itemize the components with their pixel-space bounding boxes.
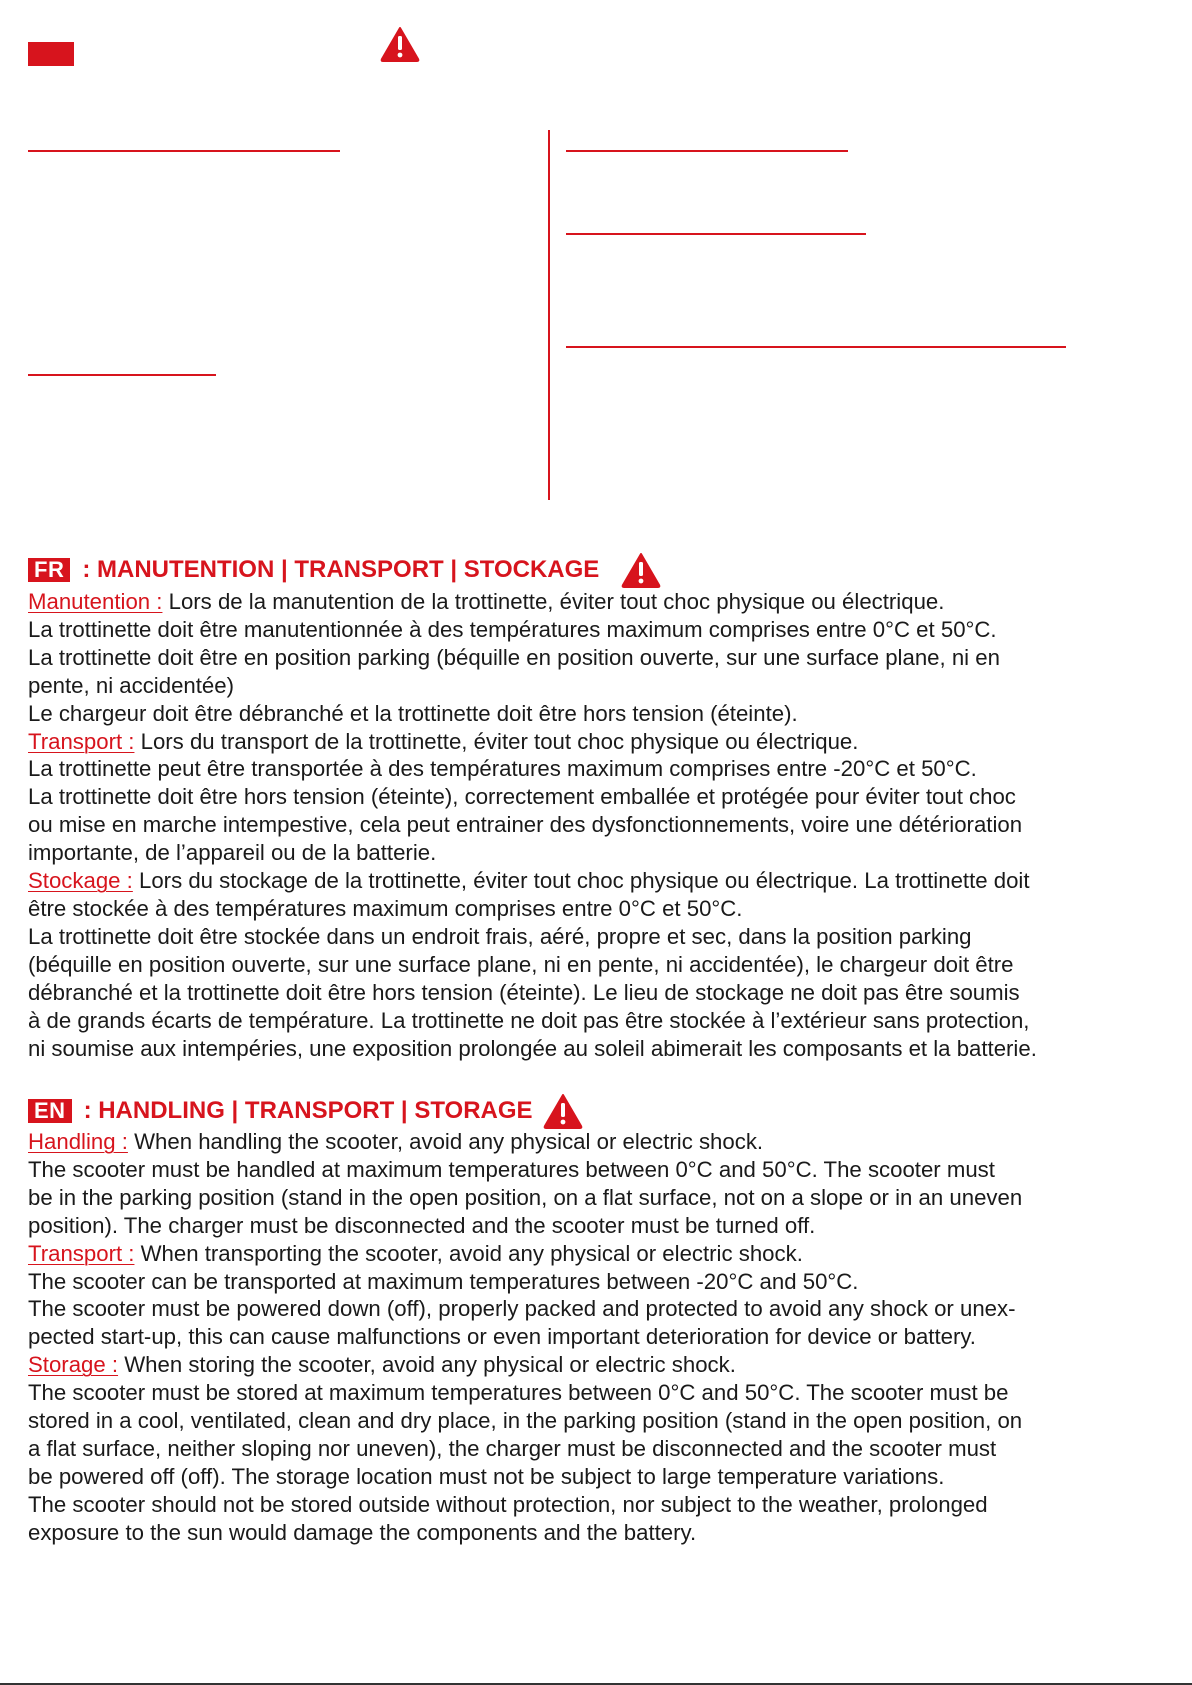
fr-line [28, 979, 1188, 1007]
line-text: When handling the scooter, avoid any physical or electric shock. [127, 1129, 764, 1154]
line-text: pente, ni accidentée) [28, 672, 234, 698]
en-line [28, 1128, 1188, 1156]
fr-line [28, 783, 1188, 811]
line-text: La trottinette peut être transportée à des températures maximum comprises entre -20°C et 50°C. [28, 756, 977, 782]
line-text: When storing the scooter, avoid any physical or electric shock. [118, 1352, 736, 1378]
line-text: ni soumise aux intempéries, une exposition prolongée au soleil abimerait les composants et la batterie. [28, 1035, 1037, 1061]
line-text: importante, de l’appareil ou de la batterie. [28, 840, 437, 866]
section-keyword: Handling : [28, 1129, 128, 1154]
line-text: être stockée à des températures maximum comprises entre 0°C et 50°C. [28, 895, 743, 921]
fr-line [28, 951, 1188, 979]
fr-line [28, 588, 1188, 616]
en-line [28, 1156, 1188, 1184]
line-text: Lors du transport de la trottinette, éviter tout choc physique ou électrique. [134, 728, 859, 754]
en-title: : HANDLING | TRANSPORT | STORAGE [83, 1097, 533, 1124]
section-keyword: Stockage : [28, 868, 133, 894]
left-rule-1 [28, 150, 340, 152]
line-text: La trottinette doit être stockée dans un endroit frais, aéré, propre et sec, dans la position parking [28, 923, 972, 949]
line-text: La trottinette doit être manutentionnée à des températures maximum comprises entre 0°C et 50°C. [28, 616, 997, 642]
line-text: Lors du stockage de la trottinette, éviter tout choc physique ou électrique. La trottinette doit [132, 868, 1030, 894]
fr-line [28, 923, 1188, 951]
line-text: débranché et la trottinette doit être hors tension (éteinte). Le lieu de stockage ne doit pas être soumis [28, 979, 1020, 1005]
line-text: exposure to the sun would damage the components and the battery. [28, 1519, 697, 1545]
fr-line [28, 895, 1188, 923]
fr-line [28, 867, 1188, 895]
line-text: stored in a cool, ventilated, clean and dry place, in the parking position (stand in the open position, on [28, 1408, 1023, 1434]
line-text: à de grands écarts de température. La trottinette ne doit pas être stockée à l’extérieur sans protection, [28, 1007, 1030, 1033]
warning-triangle-icon [380, 26, 420, 62]
en-line [28, 1351, 1188, 1379]
en-line [28, 1519, 1188, 1547]
line-text: Le chargeur doit être débranché et la trottinette doit être hors tension (éteinte). [28, 700, 798, 726]
en-line [28, 1463, 1188, 1491]
fr-language-tag: FR [28, 558, 70, 582]
en-line [28, 1212, 1188, 1240]
fr-line [28, 839, 1188, 867]
fr-line [28, 728, 1188, 756]
fr-line [28, 616, 1188, 644]
fr-line [28, 672, 1188, 700]
line-text: (béquille en position ouverte, sur une surface plane, ni en pente, ni accidentée), le chargeur doit être [28, 951, 1014, 977]
warning-triangle-icon [543, 1093, 583, 1129]
en-line [28, 1407, 1188, 1435]
en-language-tag: EN [28, 1099, 72, 1123]
en-line [28, 1435, 1188, 1463]
line-text: The scooter can be transported at maximum temperatures between -20°C and 50°C. [28, 1268, 859, 1294]
section-keyword: Manutention : [28, 589, 163, 614]
en-line [28, 1268, 1188, 1296]
right-rule-3 [566, 346, 1066, 348]
en-line [28, 1295, 1188, 1323]
en-line [28, 1491, 1188, 1519]
line-text: The scooter must be handled at maximum temperatures between 0°C and 50°C. The scooter must [28, 1156, 995, 1182]
line-text: pected start-up, this can cause malfunctions or even important deterioration for device or battery. [28, 1324, 976, 1350]
section-keyword: Transport : [28, 728, 135, 754]
line-text: The scooter must be stored at maximum temperatures between 0°C and 50°C. The scooter must be [28, 1380, 1009, 1406]
top-color-badge [28, 42, 74, 66]
line-text: When transporting the scooter, avoid any physical or electric shock. [134, 1240, 803, 1266]
fr-heading [28, 552, 661, 588]
section-keyword: Storage : [28, 1352, 119, 1378]
en-line [28, 1240, 1188, 1268]
line-text: be in the parking position (stand in the open position, on a flat surface, not on a slope or in an uneven [28, 1184, 1023, 1210]
en-body [28, 1128, 1188, 1547]
fr-line [28, 755, 1188, 783]
line-text: position). The charger must be disconnected and the scooter must be turned off. [28, 1212, 816, 1238]
fr-line [28, 644, 1188, 672]
line-text: La trottinette doit être en position parking (béquille en position ouverte, sur une surface plane, ni en [28, 644, 1000, 670]
right-rule-2 [566, 233, 866, 235]
fr-line [28, 1007, 1188, 1035]
en-line [28, 1184, 1188, 1212]
line-text: a flat surface, neither sloping nor uneven), the charger must be disconnected and the scooter must [28, 1435, 997, 1461]
line-text: The scooter should not be stored outside without protection, nor subject to the weather, prolonged [28, 1491, 988, 1517]
en-heading [28, 1093, 583, 1129]
left-rule-2 [28, 374, 216, 376]
fr-body [28, 588, 1188, 1062]
line-text: Lors de la manutention de la trottinette, éviter tout choc physique ou électrique. [162, 589, 945, 614]
line-text: La trottinette doit être hors tension (éteinte), correctement emballée et protégée pour éviter tout choc [28, 784, 1016, 810]
warning-triangle-icon [621, 552, 661, 588]
right-rule-1 [566, 150, 848, 152]
en-line [28, 1323, 1188, 1351]
fr-line [28, 811, 1188, 839]
line-text: be powered off (off). The storage location must not be subject to large temperature variations. [28, 1463, 945, 1489]
column-divider [548, 130, 550, 500]
en-line [28, 1379, 1188, 1407]
line-text: The scooter must be powered down (off), properly packed and protected to avoid any shock or unex- [28, 1296, 1016, 1322]
fr-line [28, 1035, 1188, 1063]
line-text: ou mise en marche intempestive, cela peut entrainer des dysfonctionnements, voire une détérioration [28, 812, 1023, 838]
section-keyword: Transport : [28, 1240, 135, 1266]
fr-title: : MANUTENTION | TRANSPORT | STOCKAGE [82, 556, 600, 583]
fr-line [28, 700, 1188, 728]
